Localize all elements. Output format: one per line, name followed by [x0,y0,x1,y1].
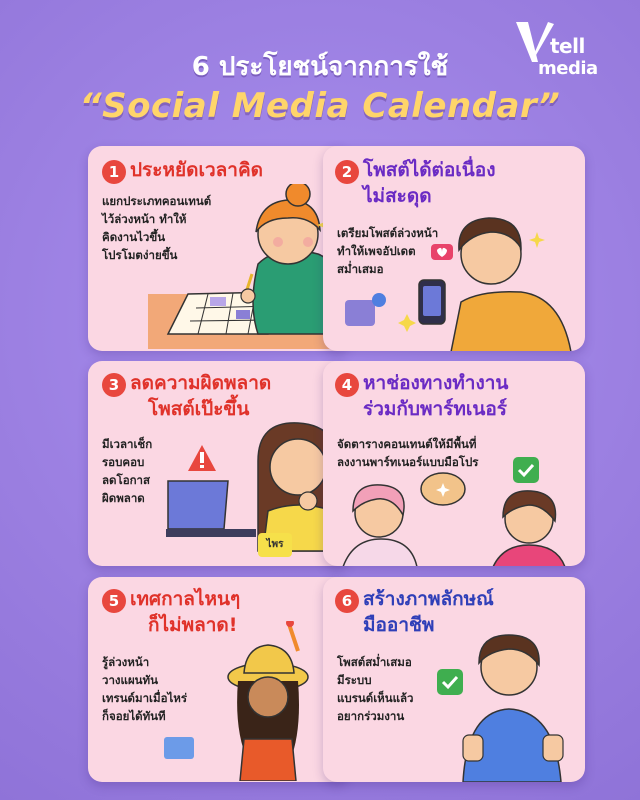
card-3 [88,361,350,566]
card-title: เทศกาลไหนๆ [130,588,241,610]
card-title-line2: ก็ไม่พลาด! [148,614,238,636]
thumbs-up-professional-illustration [423,627,583,782]
card-description: แยกประเภทคอนเทนต์ ไว้ล่วงหน้า ทำให้ คิดงานไวขึ้น โปรโมตง่ายขึ้น [102,194,212,262]
page-subtitle: “Social Media Calendar” [79,86,561,126]
card-title: ประหยัดเวลาคิด [130,159,263,181]
card-number-badge: 5 [102,589,126,613]
card-title-line2: ไม่สะดุด [363,185,432,207]
card-number-badge: 2 [335,160,359,184]
festival-girl-illustration [158,621,350,781]
card-number-badge: 4 [335,373,359,397]
card-5 [88,577,350,782]
logo-word-tell: tell [550,34,585,58]
card-number-badge: 1 [102,160,126,184]
card-description: เตรียมโพสต์ล่วงหน้า ทำให้เพจอัปเดต สม่ำเสมอ [337,226,439,276]
card-title: หาช่องทางทำงาน [363,372,509,394]
card-title: ลดความผิดพลาด [130,372,272,394]
card-title-line2: ร่วมกับพาร์ทเนอร์ [363,398,507,420]
card-4 [323,361,585,566]
card-number-badge: 6 [335,589,359,613]
card-title-line2: โพสต์เป๊ะขึ้น [148,398,250,420]
card-description: โพสต์สม่ำเสมอ มีระบบ แบรนด์เห็นแล้ว อยากร่วมงาน [337,655,414,723]
card-title: สร้างภาพลักษณ์ [363,588,494,610]
page-title: 6 ประโยชน์จากการใช้ [191,52,449,82]
card-description: จัดตารางคอนเทนต์ให้มีพื้นที่ ลงงานพาร์ทเนอร์แบบมือโปร [337,437,479,469]
partners-meeting-illustration [333,457,583,566]
logo-word-media: media [538,58,598,79]
card-number-badge: 3 [102,373,126,397]
girl-planning-illustration [148,184,348,349]
card-1 [88,146,350,351]
card-6 [323,577,585,782]
card-2 [323,146,585,351]
card-title-line2: มืออาชีพ [363,614,435,636]
sticky-note: ไพร [258,533,292,557]
boy-phone-illustration [331,202,581,351]
card-description: มีเวลาเช็ก รอบคอบ ลดโอกาส ผิดพลาด [102,437,153,505]
worried-woman-laptop-illustration [158,401,350,566]
card-description: รู้ล่วงหน้า วางแผนทัน เทรนด์มาเมื่อไหร่ ก็จอยได้ทันที [102,655,188,723]
card-title: โพสต์ได้ต่อเนื่อง [363,159,496,181]
